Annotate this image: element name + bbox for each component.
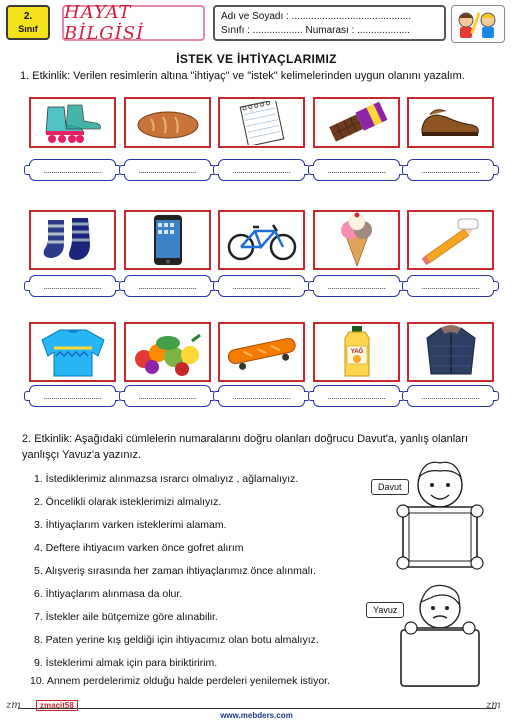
sweater-icon [38, 326, 108, 378]
statement-item: 7. İstekler aile bütçemize göre alınabilir. [34, 611, 218, 623]
coat-icon [421, 324, 481, 380]
grade-number: 2. [23, 11, 33, 22]
statement-item: 10. Annem perdelerimiz olduğu halde perdeleri yenilemek istiyor. [30, 675, 330, 687]
yavuz-label: Yavuz [366, 602, 404, 618]
roller-skates-icon [38, 101, 108, 145]
answer-box[interactable]: ............................. [29, 275, 116, 297]
student-name-field[interactable]: Adı ve Soyadı : ........................................... [221, 11, 412, 22]
picture-frame [218, 97, 305, 148]
answer-box[interactable]: ............................. [218, 385, 305, 407]
fruits-vegetables-icon [130, 327, 206, 377]
statement-item: 9. İsteklerimi almak için para biriktiririm. [34, 657, 218, 669]
corner-mark-left: zm [6, 700, 21, 711]
socks-icon [38, 214, 108, 266]
answer-box[interactable]: ............................. [218, 275, 305, 297]
picture-frame [407, 97, 494, 148]
bicycle-icon [225, 217, 299, 263]
answer-box[interactable]: ............................. [124, 385, 211, 407]
corner-mark-right: zm [486, 700, 501, 711]
picture-frame [313, 97, 400, 148]
statement-item: 1. İstediklerimiz alınmazsa ısrarcı olmalıyız , ağlamalıyız. [34, 473, 299, 485]
student-class-field[interactable]: Sınıfı : .................. Numarası : ................... [221, 25, 410, 36]
picture-frame [29, 210, 116, 270]
picture-frame [407, 322, 494, 382]
author-tag: zmacit58 [36, 700, 78, 711]
grade-label: Sınıf [18, 24, 38, 34]
picture-frame [29, 97, 116, 148]
answer-box[interactable]: ............................. [313, 385, 400, 407]
smartphone-icon [148, 213, 188, 267]
shoes-icon [416, 103, 486, 143]
davut-label: Davut [371, 479, 409, 495]
footer-divider [18, 708, 496, 709]
statement-item: 4. Deftere ihtiyacım varken önce gofret alırım [34, 542, 244, 554]
picture-frame [29, 322, 116, 382]
answer-box[interactable]: ............................. [124, 275, 211, 297]
website-link[interactable]: www.mebders.com [220, 711, 293, 720]
notebook-icon [232, 101, 292, 145]
picture-frame [124, 97, 211, 148]
grade-badge [6, 5, 50, 40]
picture-frame [313, 210, 400, 270]
ice-cream-icon [332, 212, 382, 268]
answer-box[interactable]: ............................. [407, 275, 494, 297]
chocolate-bar-icon [322, 101, 392, 145]
answer-box[interactable]: ............................. [407, 385, 494, 407]
subject-title: HAYAT BİLGİSİ [62, 5, 205, 41]
picture-frame [124, 322, 211, 382]
yavuz-character-icon [395, 580, 485, 692]
bread-icon [133, 103, 203, 143]
answer-box[interactable]: ............................. [313, 275, 400, 297]
oil-bottle-icon [337, 324, 377, 380]
oil-bottle-label: YAĞ [350, 349, 363, 355]
picture-frame [218, 322, 305, 382]
statement-item: 3. İhtiyaçlarım varken isteklerimi alamam. [34, 519, 227, 531]
answer-box[interactable]: ............................. [218, 159, 305, 181]
skateboard-icon [224, 332, 300, 372]
answer-box[interactable]: ............................. [124, 159, 211, 181]
statement-item: 5. Alışveriş sırasında her zaman ihtiyaçlarımız önce alınmalı. [34, 565, 316, 577]
davut-character-icon [395, 455, 485, 573]
student-info-box [213, 5, 446, 41]
activity2-instruction-line1: 2. Etkinlik: Aşağıdaki cümlelerin numaralarını doğru olanları doğrucu Davut'a, yanlış olanları [22, 433, 468, 445]
picture-frame [124, 210, 211, 270]
picture-frame [407, 210, 494, 270]
answer-box[interactable]: ............................. [313, 159, 400, 181]
statement-item: 8. Paten yerine kış geldiği için ihtiyacımız olan botu almalıyız. [34, 634, 319, 646]
activity2-instruction-line2: yanlışçı Yavuz'a yazınız. [22, 449, 142, 461]
picture-frame [218, 210, 305, 270]
page-title: İSTEK VE İHTİYAÇLARIMIZ [176, 52, 337, 66]
answer-box[interactable]: ............................. [407, 159, 494, 181]
picture-frame [313, 322, 400, 382]
statement-item: 2. Öncelikli olarak isteklerimizi almalıyız. [34, 496, 222, 508]
statement-item: 6. İhtiyaçlarım alınmasa da olur. [34, 588, 183, 600]
kids-logo-icon [451, 5, 505, 43]
pencil-eraser-icon [416, 215, 486, 265]
activity1-instruction: 1. Etkinlik: Verilen resimlerin altına "ihtiyaç" ve "istek" kelimelerinden uygun olanını yazalım. [20, 70, 465, 82]
answer-box[interactable]: ............................. [29, 385, 116, 407]
answer-box[interactable]: ............................. [29, 159, 116, 181]
